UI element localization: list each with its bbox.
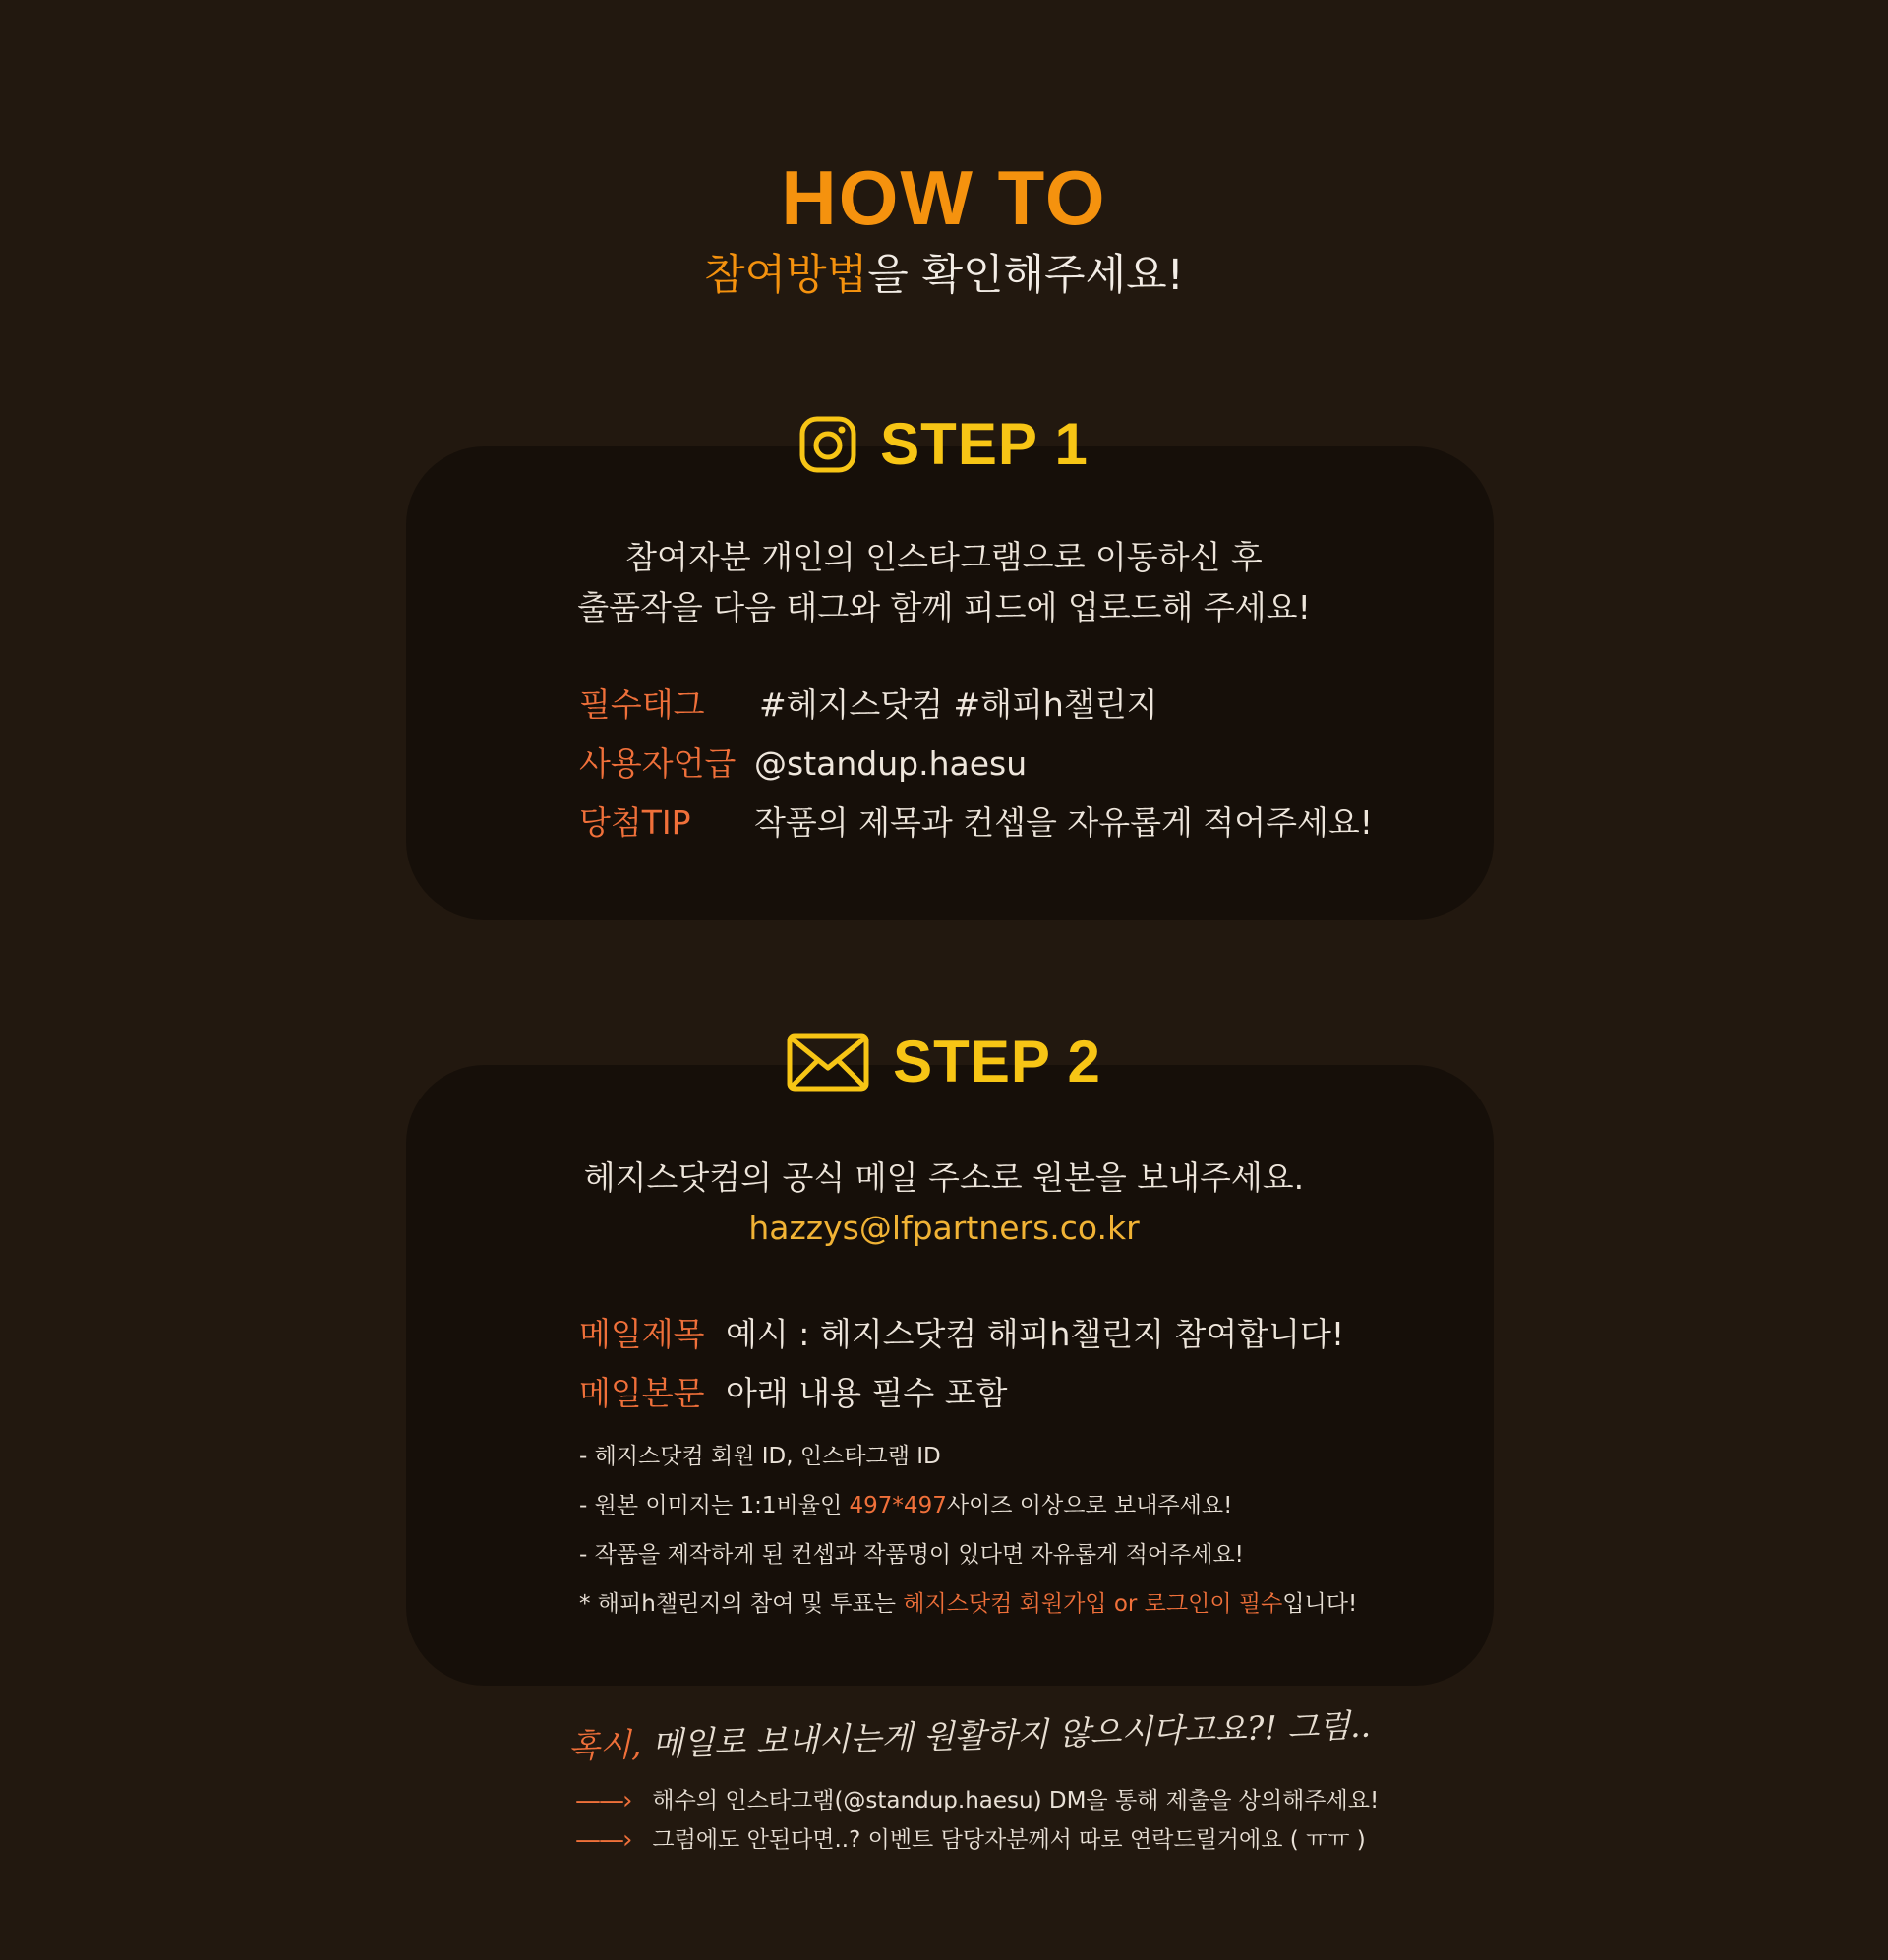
step-2-title: STEP 2 (893, 1029, 1101, 1095)
subtitle-rest: 을 확인해주세요! (867, 251, 1184, 300)
step-1-heading (0, 411, 1888, 483)
bullet-item (579, 1495, 1232, 1517)
step-1-row-mention (579, 744, 1366, 787)
step-1-row-tip (579, 803, 1373, 846)
bullet-text: 입니다! (1282, 1591, 1358, 1617)
bullet-item: - 헤지스닷컴 회원 ID, 인스타그램 ID (579, 1444, 941, 1469)
page-subtitle (0, 251, 1888, 302)
step-1-row-tag (579, 685, 1366, 728)
handwritten-highlight: 혹시, (567, 1725, 642, 1765)
handwritten-text: 메일로 보내시는게 원활하지 않으시다고요?! 그럼.. (640, 1705, 1372, 1764)
step-2-row-body (579, 1374, 1366, 1416)
bullet-highlight: 497*497 (849, 1493, 947, 1518)
bullet-item: - 작품을 제작하게 된 컨셉과 작품명이 있다면 자유롭게 적어주세요! (579, 1542, 1244, 1568)
page-title: HOW TO (781, 154, 1107, 241)
row-label: 필수태그 (579, 685, 705, 724)
row-label: 사용자언급 (579, 744, 737, 783)
email-address[interactable]: hazzys@lfpartners.co.kr (748, 1209, 1140, 1247)
bullet-item (579, 1593, 1357, 1616)
step-2-intro-line-1: 헤지스닷컴의 공식 메일 주소로 원본을 보내주세요. (583, 1158, 1305, 1197)
footer-note-text: 그럼에도 안된다면..? 이벤트 담당자분께서 따로 연락드릴거에요 ( ㅠㅠ ) (652, 1826, 1366, 1853)
handwritten-note (567, 1700, 1371, 1767)
row-value: @standup.haesu (754, 744, 1028, 783)
footer-note-1 (575, 1788, 1379, 1813)
row-value: 작품의 제목과 컨셉을 자유롭게 적어주세요! (754, 803, 1373, 842)
row-label: 메일본문 (579, 1374, 705, 1412)
bullet-text: * 해피h챌린지의 참여 및 투표는 (579, 1591, 904, 1617)
step-1-intro-line-1: 참여자분 개인의 인스타그램으로 이동하신 후 (625, 538, 1263, 576)
step-1-intro (0, 532, 1888, 632)
step-2-row-subject (579, 1315, 1366, 1357)
bullet-highlight: 헤지스닷컴 회원가입 or 로그인이 필수 (903, 1591, 1283, 1617)
subtitle-accent: 참여방법 (704, 251, 868, 300)
row-value: #헤지스닷컴 #해피h챌린지 (759, 685, 1158, 724)
row-label: 메일제목 (579, 1315, 705, 1353)
instagram-icon (799, 416, 856, 473)
arrow-icon: ——› (575, 1786, 631, 1815)
bullet-text: - 원본 이미지는 1:1비율인 (579, 1493, 850, 1518)
step-1-intro-line-2: 출품작을 다음 태그와 함께 피드에 업로드해 주세요! (577, 588, 1311, 626)
row-value: 예시 : 헤지스닷컴 해피h챌린지 참여합니다! (726, 1315, 1345, 1353)
step-2-heading (0, 1029, 1888, 1101)
row-value: 아래 내용 필수 포함 (726, 1374, 1008, 1412)
footer-note-text: 해수의 인스타그램(@standup.haesu) DM을 통해 제출을 상의해주세요! (652, 1787, 1380, 1813)
step-1-card (406, 446, 1494, 920)
bullet-text: 사이즈 이상으로 보내주세요! (946, 1493, 1233, 1518)
row-label: 당첨TIP (579, 803, 691, 842)
footer-note-2 (575, 1827, 1366, 1853)
mail-icon (787, 1033, 869, 1092)
step-2-intro (0, 1153, 1888, 1253)
arrow-icon: ——› (575, 1825, 631, 1855)
step-1-title: STEP 1 (880, 411, 1089, 477)
